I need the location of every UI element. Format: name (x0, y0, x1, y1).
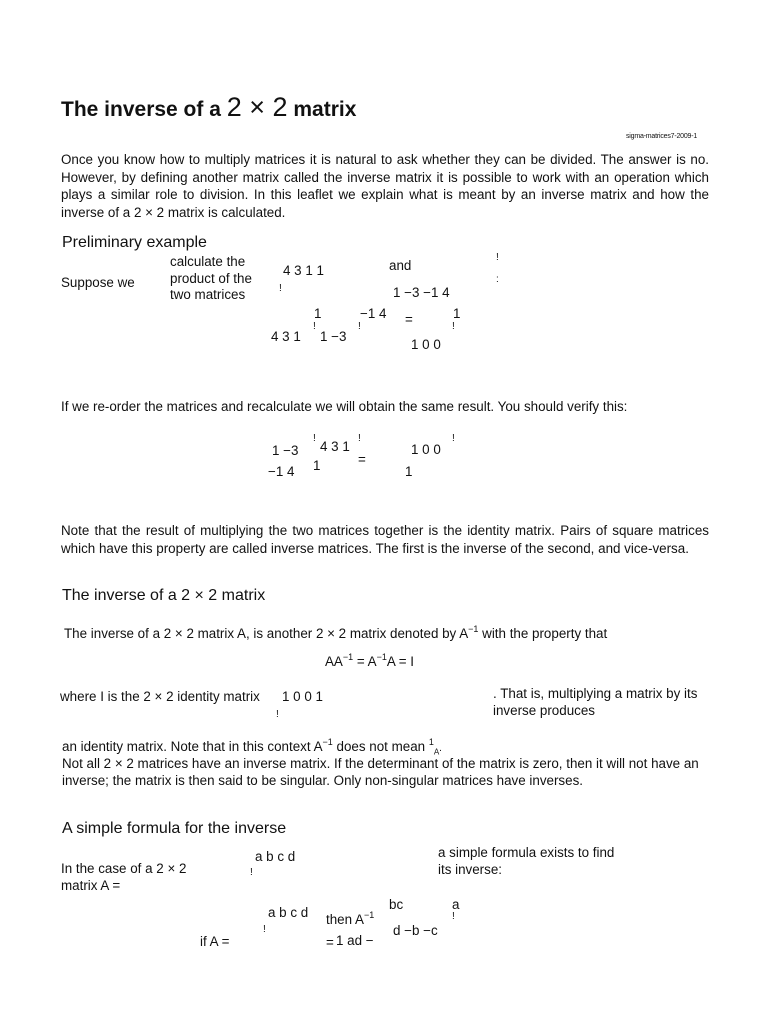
eq2-matrix: 4 3 1 (320, 439, 350, 454)
prop-part: A = I (386, 654, 415, 669)
formula-exists-text: a simple formula exists to find its inverse: (438, 845, 615, 877)
matrix-mark: ! (452, 321, 455, 332)
eq1-entry: 1 (453, 306, 461, 321)
matrix-2: 1 −3 −1 4 (393, 285, 450, 300)
if-a-text: if A = (200, 934, 230, 949)
subscript: A (433, 747, 440, 757)
identity-matrix: 1 0 0 1 (282, 689, 323, 704)
eq2-entry: 1 (313, 458, 321, 473)
context-dot: . (439, 743, 442, 754)
formula-abcd: a b c d (268, 905, 309, 920)
context-pre: an identity matrix. Note that in this context A (62, 739, 323, 754)
case-text: In the case of a 2 × 2 matrix A = (61, 861, 187, 893)
eq1-mid: 1 −3 (320, 329, 347, 344)
superscript: −1 (468, 624, 479, 634)
superscript: −1 (363, 910, 375, 920)
then-label: then A (326, 912, 364, 927)
definition-text (64, 621, 607, 643)
and-text: and (389, 258, 412, 273)
matrix-mark: ! (452, 911, 455, 922)
formula-dbc: d −b −c (393, 923, 438, 938)
prop-part: = A (353, 654, 377, 669)
eq2-result: 1 0 0 (411, 442, 441, 457)
eq1-equals: = (405, 312, 413, 327)
matrix-mark: ! (358, 321, 361, 332)
matrix-mark: ! (276, 709, 279, 720)
superscript: −1 (376, 652, 387, 662)
heading-preliminary-example: Preliminary example (62, 234, 207, 251)
eq1-entry: −1 4 (360, 306, 387, 321)
matrix-abcd: a b c d (255, 849, 296, 864)
then-text (326, 907, 374, 929)
definition-post: with the property that (478, 626, 608, 641)
note-paragraph: Note that the result of multiplying the two matrices together is the identity matrix. Pairs of square matrices which have this property are called inverse matrices. The first is the inverse of the second, and vice-versa. (61, 523, 709, 556)
heading-simple-formula: A simple formula for the inverse (62, 820, 287, 837)
calculate-text: calculate the product of the two matrices (170, 254, 252, 302)
formula-bc: bc (389, 897, 404, 912)
matrix-mark: ! (279, 283, 282, 294)
intro-paragraph: Once you know how to multiply matrices it is natural to ask whether they can be divided. The answer is no. However, by defining another matrix called the inverse matrix it is possible to work with an operation which plays a similar role to division. In this leaflet we explain what is meant by an inverse matrix and how the inverse of a 2 × 2 matrix is calculated. (61, 152, 709, 220)
context-post: does not mean (332, 739, 429, 754)
matrix-mark: ! (263, 924, 266, 935)
eq2-entry: −1 4 (268, 464, 295, 479)
matrix-1: 4 3 1 1 (283, 263, 324, 278)
document-code: sigma-matrices7-2009-1 (626, 133, 698, 140)
heading-inverse-of-2x2: The inverse of a 2 × 2 matrix (62, 587, 266, 604)
eq1-left: 4 3 1 (271, 329, 301, 344)
superscript: −1 (322, 737, 333, 747)
superscript: −1 (342, 652, 354, 662)
suppose-text: Suppose we (61, 275, 135, 290)
reorder-paragraph: If we re-order the matrices and recalculate we will obtain the same result. You should verify this: (61, 399, 628, 414)
eq2-entry: 1 (405, 464, 413, 479)
matrix-mark: ! (358, 433, 361, 444)
formula-a: a (452, 897, 460, 912)
matrix-mark: ! (313, 433, 316, 444)
that-is-text: . That is, multiplying a matrix by its inverse produces (493, 686, 698, 718)
eq2-left: 1 −3 (272, 443, 299, 458)
matrix-mark: ! (313, 321, 316, 332)
page-title (61, 92, 356, 123)
eq1-entry: 1 (314, 306, 322, 321)
inverse-property (325, 652, 414, 669)
formula-fraction: 1 ad − (336, 933, 374, 948)
singular-paragraph: Not all 2 × 2 matrices have an inverse matrix. If the determinant of the matrix is zero, then it will not have an inverse; the matrix is then said to be singular. Only non-singular matrices have inverses. (62, 756, 699, 788)
superscript: 1 (428, 737, 434, 747)
title-dims: 2 × 2 (226, 92, 288, 122)
matrix-mark: ! (452, 433, 455, 444)
colon-mark: : (496, 274, 499, 285)
where-text: where I is the 2 × 2 identity matrix (60, 689, 260, 704)
eq2-equals: = (358, 452, 366, 467)
eq1-result: 1 0 0 (411, 337, 441, 352)
title-prefix: The inverse of a (61, 98, 227, 121)
definition-pre: The inverse of a 2 × 2 matrix A, is another 2 × 2 matrix denoted by A (64, 626, 469, 641)
matrix-mark: ! (496, 252, 499, 263)
formula-equals: = (326, 935, 334, 950)
matrix-mark: ! (250, 867, 253, 878)
title-suffix: matrix (287, 98, 357, 121)
prop-part: AA (325, 654, 343, 669)
